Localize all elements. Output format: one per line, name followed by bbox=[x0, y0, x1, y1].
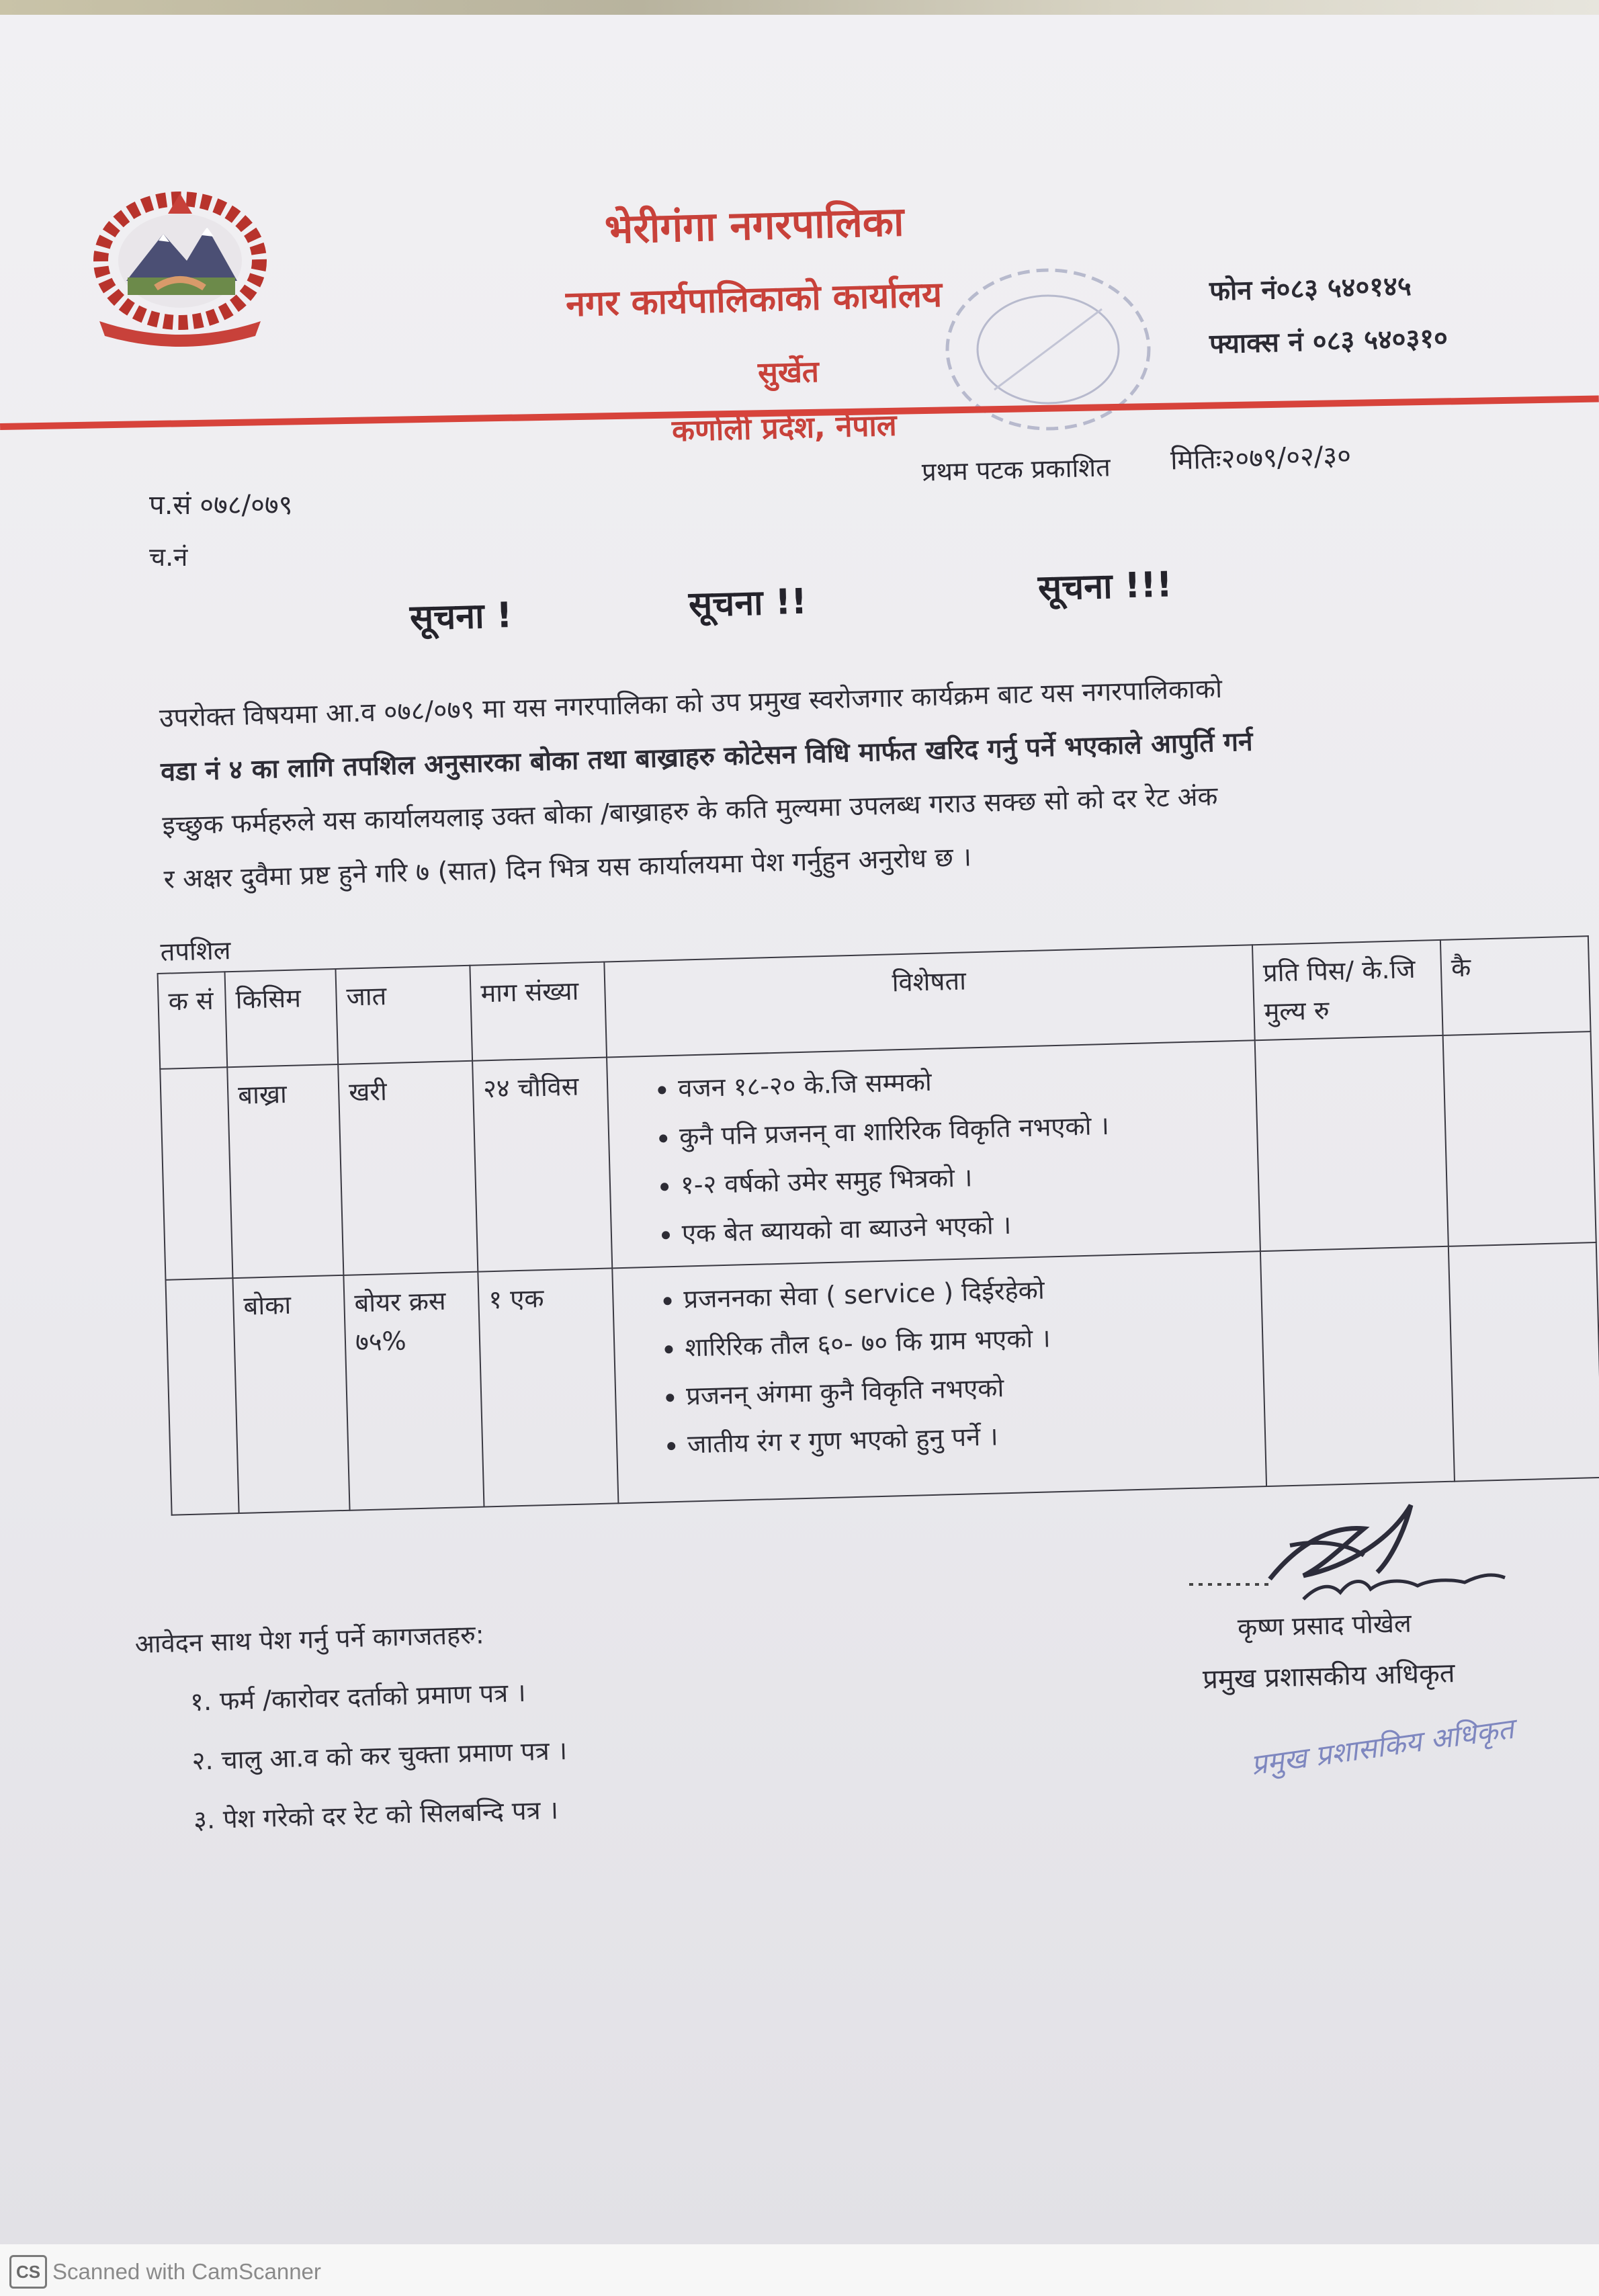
province-name: कर्णाली प्रदेश, नेपाल bbox=[671, 408, 898, 449]
scanner-watermark: Scanned with CamScanner bbox=[52, 2259, 321, 2284]
notice-heading-3: सूचना !!! bbox=[1037, 564, 1173, 609]
publication-date: मितिः२०७९/०२/३० bbox=[1170, 440, 1352, 476]
row-2-type: बोका bbox=[232, 1275, 349, 1513]
row-1-quantity: २४ चौविस bbox=[472, 1057, 612, 1271]
feature-item: • १-२ वर्षको उमेर समुह भित्रको । bbox=[680, 1146, 1249, 1209]
row-1-sn bbox=[160, 1067, 232, 1280]
signature-icon bbox=[1189, 1465, 1539, 1619]
row-1-price bbox=[1255, 1035, 1449, 1251]
documents-title: आवेदन साथ पेश गर्नु पर्ने कागजतहरु: bbox=[134, 1619, 485, 1659]
notice-line-3: इच्छुक फर्महरुले यस कार्यालयलाइ उक्त बोका /बाख्राहरु के कति मुल्यमा उपलब्ध गराउ सक्छ सो को दर रेट अंक bbox=[161, 781, 1219, 841]
office-seal-icon bbox=[934, 255, 1162, 443]
phone-number: फोन नं०८३ ५४०१४५ bbox=[1209, 271, 1412, 307]
row-1-type: बाख्रा bbox=[227, 1064, 343, 1278]
notice-line-4: र अक्षर दुवैमा प्रष्ट हुने गरि ७ (सात) दिन भित्र यस कार्यालयमा पेश गर्नुहुन अनुरोध छ । bbox=[163, 842, 972, 895]
document-item: ३. पेश गरेको दर रेट को सिलबन्दि पत्र । bbox=[193, 1795, 559, 1835]
top-shadow bbox=[0, 0, 1599, 15]
document-item: १. फर्म /कारोवर दर्ताको प्रमाण पत्र । bbox=[189, 1677, 527, 1717]
header-remarks: कै bbox=[1440, 936, 1591, 1035]
document-item: २. चालु आ.व को कर चुक्ता प्रमाण पत्र । bbox=[191, 1736, 568, 1776]
notice-body bbox=[159, 656, 1454, 906]
header-sn: क सं bbox=[158, 972, 228, 1069]
publication-note: प्रथम पटक प्रकाशित bbox=[921, 452, 1111, 487]
nepal-emblem-icon bbox=[86, 187, 274, 348]
office-name: नगर कार्यपालिकाको कार्यालय bbox=[565, 274, 943, 325]
signatory-name: कृष्ण प्रसाद पोखेल bbox=[1237, 1608, 1412, 1643]
header-features: विशेषता bbox=[604, 945, 1254, 1057]
municipality-name: भेरीगंगा नगरपालिका bbox=[604, 198, 905, 253]
row-2-breed: बोयर क्रस ७५% bbox=[343, 1272, 484, 1511]
feature-item: • प्रजननका सेवा ( service ) दिईरहेको bbox=[683, 1261, 1252, 1324]
header-quantity: माग संख्या bbox=[470, 962, 607, 1061]
row-2-price bbox=[1260, 1246, 1455, 1486]
header-type: किसिम bbox=[225, 969, 339, 1067]
schedule-table-wrap bbox=[156, 896, 1599, 1511]
required-documents bbox=[134, 1614, 569, 1838]
district-name: सुर्खेत bbox=[757, 354, 820, 391]
feature-item: • प्रजनन् अंगमा कुनै विकृति नभएको bbox=[685, 1357, 1254, 1420]
row-2-quantity: १ एक bbox=[478, 1268, 618, 1506]
row-1-remarks bbox=[1443, 1031, 1596, 1246]
signatory-stamp: प्रमुख प्रशासकिय अधिकृत bbox=[1248, 1711, 1516, 1782]
feature-item: • जातीय रंग र गुण भएको हुनु पर्ने । bbox=[687, 1405, 1256, 1468]
row-1-features bbox=[607, 1040, 1260, 1268]
feature-item: • कुनै पनि प्रजनन् वा शारिरिक विकृति नभएको । bbox=[679, 1098, 1248, 1161]
notice-line-1: उपरोक्त विषयमा आ.व ०७८/०७९ मा यस नगरपालिका को उप प्रमुख स्वरोजगार कार्यक्रम बाट यस नगरपालिकाको bbox=[159, 673, 1223, 734]
header-price: प्रति पिस/ के.जि मुल्य रु bbox=[1252, 940, 1443, 1040]
dispatch-number: च.नं bbox=[149, 542, 188, 572]
schedule-table bbox=[157, 935, 1599, 1516]
notice-line-2: वडा नं ४ का लागि तपशिल अनुसारका बोका तथा बाख्राहरु कोटेसन विधि मार्फत खरिद गर्नु पर्ने भएकाले आपुर्ति गर्न bbox=[160, 726, 1254, 788]
feature-item: • एक बेत ब्यायको वा ब्याउने भएको । bbox=[681, 1195, 1250, 1258]
camscanner-logo-icon: CS bbox=[9, 2255, 47, 2289]
table-row bbox=[160, 1031, 1596, 1280]
header-breed: जात bbox=[335, 966, 472, 1064]
reference-number: प.सं ०७८/०७९ bbox=[149, 490, 293, 521]
table-caption: तपशिल bbox=[160, 935, 231, 967]
signatory-designation: प्रमुख प्रशासकीय अधिकृत bbox=[1202, 1658, 1456, 1695]
row-2-features bbox=[612, 1251, 1266, 1503]
row-1-breed: खरी bbox=[338, 1061, 478, 1275]
fax-number: फ्याक्स नं ०८३ ५४०३१० bbox=[1209, 323, 1449, 360]
notice-heading-2: सूचना !! bbox=[688, 581, 808, 626]
feature-item: • शारिरिक तौल ६०- ७० कि ग्राम भएको । bbox=[684, 1308, 1253, 1371]
row-2-sn bbox=[165, 1278, 239, 1515]
scanner-footer bbox=[0, 2244, 1599, 2296]
notice-heading-1: सूचना ! bbox=[409, 595, 513, 638]
feature-item: • वजन १८-२० के.जि सम्मको bbox=[677, 1050, 1246, 1113]
row-2-remarks bbox=[1449, 1242, 1599, 1482]
